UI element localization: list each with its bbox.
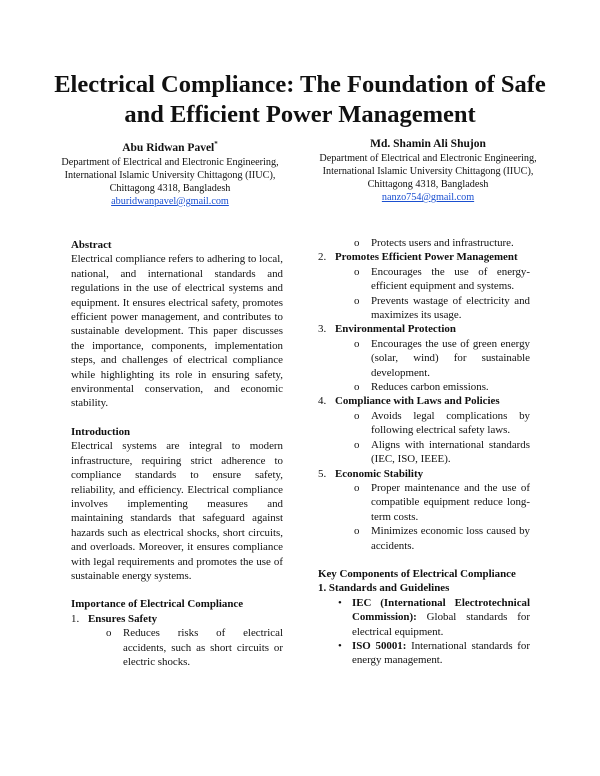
bullet-icon: •: [338, 639, 342, 652]
standard-desc: Global standards for electrical equipment.: [352, 611, 530, 638]
circle-bullet-icon: o: [354, 265, 360, 278]
sub-point: [318, 409, 530, 438]
author-email-link[interactable]: nanzo754@gmail.com: [381, 192, 475, 203]
sub-point-text: Encourages the use of green energy (solar, wind) for sustainable development.: [371, 337, 530, 379]
sub-point-text: Protects users and infrastructure.: [371, 237, 514, 249]
standards-subheading: 1. Standards and Guidelines: [318, 582, 450, 595]
standard-desc: International standards for energy management.: [352, 639, 531, 667]
sub-point-text: Minimizes economic loss caused by accidents.: [371, 525, 530, 552]
importance-item-4: [318, 394, 530, 408]
importance-item-5: [318, 467, 530, 481]
item-title: Promotes Efficient Power Management: [335, 251, 518, 264]
sub-point: [318, 481, 530, 524]
key-components-heading: Key Components of Electrical Compliance: [318, 567, 516, 580]
author-block-1: [35, 137, 305, 208]
sub-point: [318, 337, 530, 380]
standard-item: [318, 639, 530, 668]
sub-point-text: Proper maintenance and the use of compatible equipment reduce long-term costs.: [371, 481, 530, 523]
author-city: Chittagong 4318, Bangladesh: [367, 179, 489, 190]
item-title: Economic Stability: [335, 467, 424, 480]
circle-bullet-icon: o: [354, 294, 360, 307]
sub-point-text: Reduces risks of electrical accidents, such as short circuits or electric shocks.: [123, 627, 283, 668]
circle-bullet-icon: o: [354, 481, 360, 494]
author-name: [35, 137, 305, 156]
sub-point: [318, 524, 530, 553]
sub-point-text: Aligns with international standards (IEC, ISO, IEEE).: [371, 438, 530, 466]
standard-name: ISO 50001:: [352, 639, 407, 652]
item-title: Ensures Safety: [88, 612, 158, 625]
author-city: Chittagong 4318, Bangladesh: [109, 182, 231, 194]
importance-heading: Importance of Electrical Compliance: [71, 598, 244, 611]
sub-point: [318, 380, 530, 394]
bullet-icon: •: [338, 596, 342, 609]
corresponding-mark: *: [214, 140, 218, 148]
standard-item: [318, 596, 530, 639]
author-block-2: [293, 137, 563, 204]
author-name: Md. Shamin Ali Shujon: [370, 138, 486, 150]
sub-point-text: Encourages the use of energy-efficient equipment and systems.: [371, 265, 530, 293]
circle-bullet-icon: o: [354, 438, 360, 451]
sub-point: [318, 265, 530, 294]
item-number: 3.: [318, 323, 327, 336]
circle-bullet-icon: o: [354, 525, 360, 538]
sub-point-text: Reduces carbon emissions.: [371, 381, 489, 394]
item-title: Compliance with Laws and Policies: [335, 395, 500, 408]
author-name-text: Abu Ridwan Pavel: [122, 141, 215, 154]
importance-item-2: [318, 250, 530, 264]
author-email-link[interactable]: aburidwanpavel@gmail.com: [111, 195, 229, 207]
right-column: [318, 236, 530, 668]
author-department: Department of Electrical and Electronic Engineering,: [319, 153, 537, 164]
importance-item-3: [318, 322, 530, 336]
sub-point: [318, 236, 530, 250]
paper-title: Electrical Compliance: The Foundation of Safe and Efficient Power Management: [54, 71, 546, 128]
circle-bullet-icon: o: [106, 627, 112, 640]
introduction-text: Electrical systems are integral to modern infrastructure, requiring strict adherence to compliance standards to ensure safety, reliability, and efficiency. Electrical compliance involves implementing measures and maintaining standards that safeguard against hazards such as electrical shocks, short circuits, and overloads. Moreover, it ensures compliance with legal requirements and promotes the use of sustainable energy systems.: [71, 440, 283, 582]
item-title: Environmental Protection: [335, 323, 456, 336]
introduction-heading: Introduction: [71, 425, 131, 438]
importance-item-1: [71, 612, 283, 626]
abstract-text: Electrical compliance refers to adhering to local, national, and international standards and regulations in the use of electrical systems and equipment. It ensures electrical safety, promotes efficient power management, and contributes to sustainable development. This paper discusses the importance, components, implementation steps, and challenges of electrical compliance while highlighting its role in ensuring safety, environmental conservation, and economic stability.: [71, 253, 283, 410]
sub-point-text: Prevents wastage of electricity and maximizes its usage.: [371, 294, 530, 322]
sub-point: [71, 626, 283, 669]
circle-bullet-icon: o: [354, 381, 360, 394]
author-university: International Islamic University Chittagong (IIUC),: [64, 169, 276, 181]
circle-bullet-icon: o: [354, 337, 360, 350]
sub-point-text: Avoids legal complications by following electrical safety laws.: [371, 409, 530, 437]
item-number: 2.: [318, 251, 327, 264]
item-number: 4.: [318, 395, 327, 408]
abstract-heading: Abstract: [71, 239, 112, 251]
sub-point: [318, 438, 530, 467]
item-number: 5.: [318, 467, 327, 480]
author-department: Department of Electrical and Electronic Engineering,: [61, 156, 279, 168]
left-column: [71, 238, 283, 669]
sub-point: [318, 294, 530, 323]
item-number: 1.: [71, 612, 80, 625]
circle-bullet-icon: o: [354, 409, 360, 422]
author-university: International Islamic University Chittagong (IIUC),: [322, 166, 534, 177]
standard-name: IEC (International Electrotechnical Commission):: [352, 596, 530, 624]
circle-bullet-icon: o: [354, 237, 360, 249]
